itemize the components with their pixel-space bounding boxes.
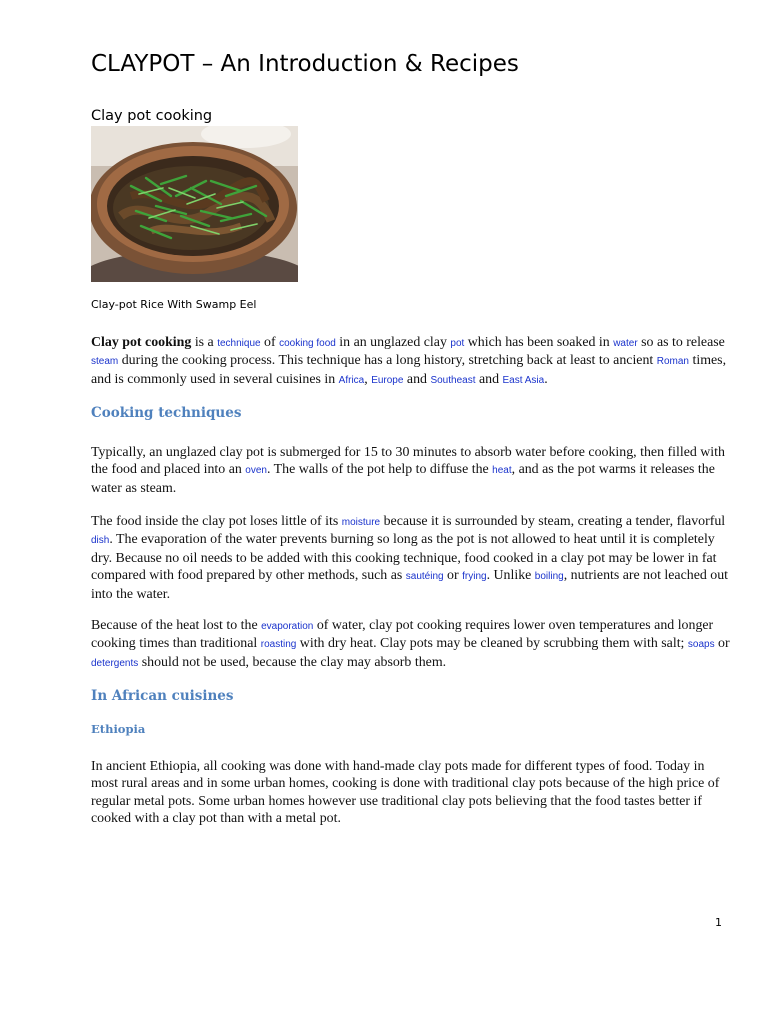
techniques-text: The food inside the clay pot loses little of its [91, 514, 342, 529]
intro-text: and [403, 371, 431, 387]
page-number: 1 [715, 916, 722, 929]
techniques-text: Because of the heat lost to the [91, 618, 262, 633]
heading-african-cuisines: In African cuisines [91, 688, 234, 704]
intro-text: . [544, 371, 548, 387]
document-title: CLAYPOT – An Introduction & Recipes [91, 51, 519, 77]
techniques-text: . Unlike [486, 568, 535, 584]
intro-text: is a [191, 335, 218, 350]
techniques-text: with dry heat. Clay pots may be cleaned by scrubbing them with salt; [296, 636, 688, 652]
link-africa[interactable]: Africa [338, 374, 365, 386]
link-heat[interactable]: heat [492, 465, 512, 477]
techniques-text: Typically, an unglazed clay pot is submerged for 15 to 30 minutes to absorb water before cooking, then filled with the food and placed into an [91, 445, 725, 478]
link-moisture[interactable]: moisture [341, 517, 381, 528]
link-frying[interactable]: frying [462, 571, 487, 583]
intro-lead-term: Clay pot cooking [91, 335, 192, 350]
link-soaps[interactable]: soaps [687, 639, 715, 651]
link-pot[interactable]: pot [450, 338, 465, 349]
heading-cooking-techniques: Cooking techniques [91, 405, 242, 421]
link-dish[interactable]: dish [91, 535, 110, 547]
claypot-eel-photo [91, 126, 298, 282]
link-cooking-food[interactable]: cooking food [279, 338, 336, 349]
techniques-text: , and as the pot warms it releases the water as steam. [91, 462, 715, 496]
ethiopia-paragraph: In ancient Ethiopia, all cooking was done with hand-made clay pots made for different types of food. Today in most rural areas and in some urban homes, cooking is done with traditional clay pots because of the high price of regular metal pots. Some urban homes however use traditional clay pots believing that the food tastes better if cooked with a clay pot than with a metal pot. [91, 759, 720, 827]
link-evaporation[interactable]: evaporation [261, 621, 314, 632]
section-heading-clay-pot-cooking: Clay pot cooking [91, 108, 213, 124]
link-europe[interactable]: Europe [371, 374, 404, 386]
techniques-text: . The evaporation of the water prevents burning so long as the pot is not allowed to heat until it is completely dry. Because no oil needs to be added with this cooking technique, food cooked in a clay pot may be lower in fat compared with food prepared by other methods, such as [91, 532, 717, 584]
intro-text: of [260, 335, 280, 350]
photo-caption: Clay-pot Rice With Swamp Eel [91, 298, 257, 311]
link-technique[interactable]: technique [217, 338, 261, 349]
intro-text: during the cooking process. This technique has a long history, stretching back at least to ancient [118, 353, 657, 369]
link-roasting[interactable]: roasting [260, 639, 297, 651]
link-detergents[interactable]: detergents [91, 657, 139, 669]
techniques-paragraph-1 [91, 444, 731, 497]
techniques-text: because it is surrounded by steam, creating a tender, flavorful [380, 514, 726, 529]
intro-text: , [364, 371, 372, 387]
techniques-paragraph-2 [91, 513, 731, 603]
link-southeast[interactable]: Southeast [430, 374, 476, 386]
techniques-text: should not be used, because the clay may absorb them. [138, 654, 447, 670]
link-water[interactable]: water [613, 338, 638, 349]
intro-text: times, and is commonly used in several cuisines in [91, 353, 727, 387]
intro-text: and [475, 371, 503, 387]
techniques-paragraph-3 [91, 617, 731, 672]
techniques-text: of water, clay pot cooking requires lower oven temperatures and longer cooking times than traditional [91, 618, 714, 652]
link-sauteing[interactable]: sautéing [405, 571, 444, 583]
intro-text: in an unglazed clay [335, 335, 451, 350]
techniques-text: . The walls of the pot help to diffuse the [266, 462, 493, 478]
intro-text: so as to release [637, 335, 725, 350]
link-boiling[interactable]: boiling [534, 571, 564, 583]
intro-paragraph [91, 334, 731, 389]
techniques-text: or [714, 636, 730, 652]
link-steam[interactable]: steam [91, 356, 119, 368]
link-oven[interactable]: oven [245, 465, 267, 477]
heading-ethiopia: Ethiopia [91, 722, 146, 736]
intro-text: which has been soaked in [464, 335, 614, 350]
techniques-text: , nutrients are not leached out into the water. [91, 568, 729, 602]
techniques-text: or [443, 568, 463, 584]
link-roman[interactable]: Roman [656, 356, 689, 368]
link-east-asia[interactable]: East Asia [502, 374, 545, 386]
